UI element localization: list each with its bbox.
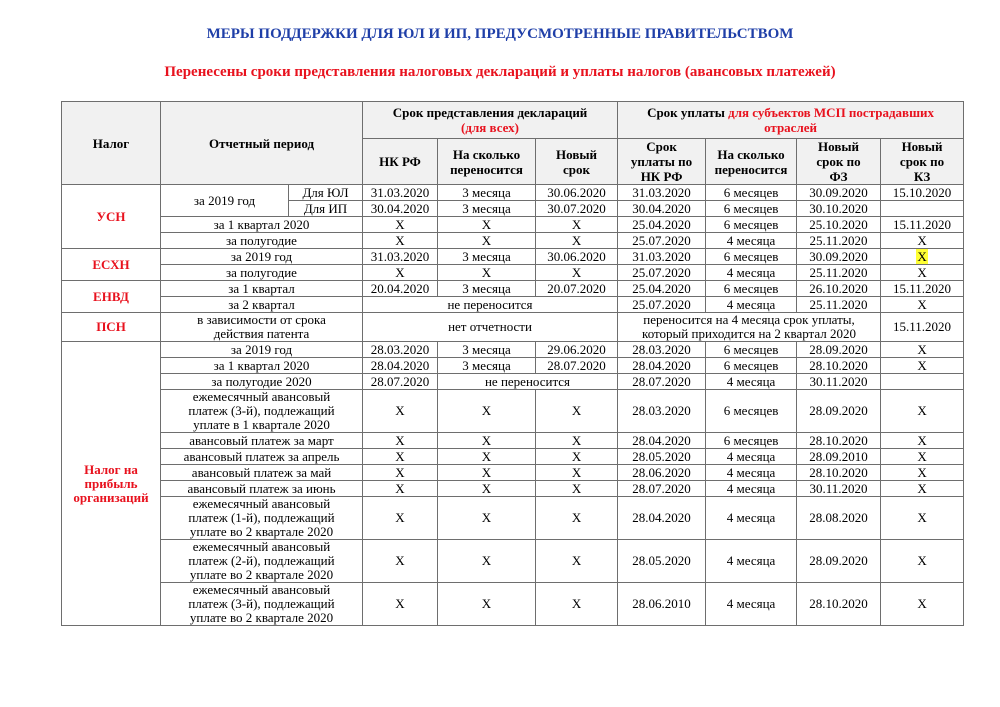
table-row: авансовый платеж за март X X X 28.04.2020 6 месяцев 28.10.2020 X bbox=[62, 433, 964, 449]
header-pay-shift: На сколько переносится bbox=[706, 139, 797, 185]
header-pay-nk: Срок уплаты по НК РФ bbox=[618, 139, 706, 185]
tax-usn: УСН bbox=[62, 185, 161, 249]
header-shift: На сколько переносится bbox=[438, 139, 536, 185]
table-row: авансовый платеж за апрель X X X 28.05.2020 4 месяца 28.09.2010 X bbox=[62, 449, 964, 465]
table-row: ежемесячный авансовый платеж (1-й), подлежащий уплате во 2 квартале 2020 X X X 28.04.2020 4 месяца 28.08.2020 X bbox=[62, 497, 964, 540]
tax-profit: Налог на прибыль организаций bbox=[62, 342, 161, 626]
table-row: за полугодие X X X 25.07.2020 4 месяца 25.11.2020 X bbox=[62, 265, 964, 281]
table-row: за полугодие X X X 25.07.2020 4 месяца 25.11.2020 X bbox=[62, 233, 964, 249]
table-row: ежемесячный авансовый платеж (3-й), подлежащий уплате во 2 квартале 2020 X X X 28.06.2010 4 месяца 28.10.2020 X bbox=[62, 583, 964, 626]
header-new-kz: Новый срок по КЗ bbox=[881, 139, 964, 185]
header-tax: Налог bbox=[62, 102, 161, 185]
table-row: ежемесячный авансовый платеж (3-й), подлежащий уплате в 1 квартале 2020 X X X 28.03.2020 6 месяцев 28.09.2020 X bbox=[62, 390, 964, 433]
table-row: ЕНВД за 1 квартал 20.04.2020 3 месяца 20.07.2020 25.04.2020 6 месяцев 26.10.2020 15.11.2020 bbox=[62, 281, 964, 297]
header-nk-rf: НК РФ bbox=[363, 139, 438, 185]
table-row: авансовый платеж за май X X X 28.06.2020 4 месяца 28.10.2020 X bbox=[62, 465, 964, 481]
tax-envd: ЕНВД bbox=[62, 281, 161, 313]
table-row: авансовый платеж за июнь X X X 28.07.2020 4 месяца 30.11.2020 X bbox=[62, 481, 964, 497]
tax-psn: ПСН bbox=[62, 313, 161, 342]
table-row: Налог на прибыль организаций за 2019 год 28.03.2020 3 месяца 29.06.2020 28.03.2020 6 месяцев 28.09.2020 X bbox=[62, 342, 964, 358]
header-new-term: Новый срок bbox=[536, 139, 618, 185]
table-row: за полугодие 2020 28.07.2020 не переносится 28.07.2020 4 месяца 30.11.2020 bbox=[62, 374, 964, 390]
document-title: МЕРЫ ПОДДЕРЖКИ ДЛЯ ЮЛ И ИП, ПРЕДУСМОТРЕННЫЕ ПРАВИТЕЛЬСТВОМ bbox=[206, 26, 794, 42]
table-row: за 1 квартал 2020 28.04.2020 3 месяца 28.07.2020 28.04.2020 6 месяцев 28.10.2020 X bbox=[62, 358, 964, 374]
table-row: за 1 квартал 2020 X X X 25.04.2020 6 месяцев 25.10.2020 15.11.2020 bbox=[62, 217, 964, 233]
table-row: ЕСХН за 2019 год 31.03.2020 3 месяца 30.06.2020 31.03.2020 6 месяцев 30.09.2020 X bbox=[62, 249, 964, 265]
header-declaration-group: Срок представления деклараций (для всех) bbox=[363, 102, 618, 139]
table-row: ежемесячный авансовый платеж (2-й), подлежащий уплате во 2 квартале 2020 X X X 28.05.2020 4 месяца 28.09.2020 X bbox=[62, 540, 964, 583]
header-payment-note: для субъектов МСП пострадавших отраслей bbox=[728, 105, 935, 135]
header-new-fz: Новый срок по ФЗ bbox=[797, 139, 881, 185]
header-period: Отчетный период bbox=[161, 102, 363, 185]
header-payment-group: Срок уплаты для субъектов МСП пострадавших отраслей bbox=[618, 102, 964, 139]
document-subtitle: Перенесены сроки представления налоговых деклараций и уплаты налогов (авансовых платежей) bbox=[164, 64, 836, 80]
tax-deadlines-table bbox=[61, 101, 964, 626]
table-row: ПСН в зависимости от срока действия патента нет отчетности переносится на 4 месяца срок уплаты, который приходится на 2 квартал 2020 15.11.2020 bbox=[62, 313, 964, 342]
table-row: УСН за 2019 год Для ЮЛ 31.03.2020 3 месяца 30.06.2020 31.03.2020 6 месяцев 30.09.2020 15.10.2020 bbox=[62, 185, 964, 201]
table-row: Для ИП 30.04.2020 3 месяца 30.07.2020 30.04.2020 6 месяцев 30.10.2020 bbox=[62, 201, 964, 217]
table-row: за 2 квартал не переносится 25.07.2020 4 месяца 25.11.2020 X bbox=[62, 297, 964, 313]
header-declaration-note: (для всех) bbox=[461, 120, 519, 135]
highlighted-cell: X bbox=[917, 248, 927, 264]
tax-eshn: ЕСХН bbox=[62, 249, 161, 281]
